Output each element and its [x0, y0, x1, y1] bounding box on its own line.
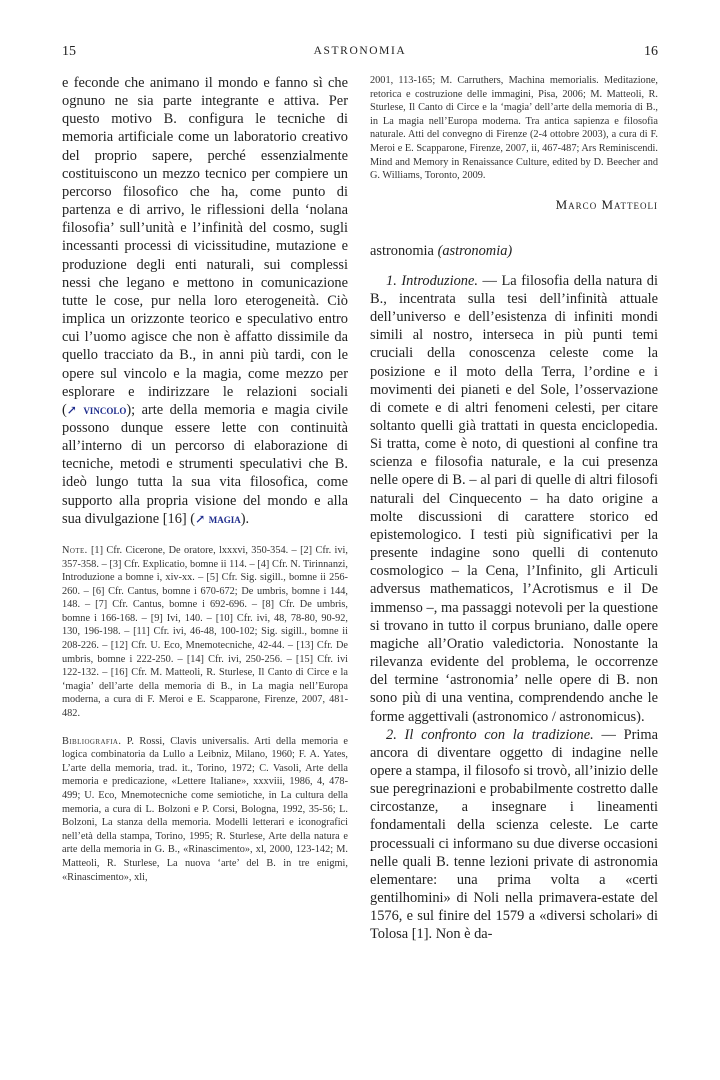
bibliography-label: Bibliografia.: [62, 735, 122, 747]
section-introduzione: [370, 272, 658, 726]
page-number-right: 16: [644, 44, 658, 59]
page-header: [62, 44, 658, 64]
entry-heading: [370, 243, 658, 260]
notes-label: Note.: [62, 544, 88, 556]
xref-link-magia[interactable]: magia: [208, 511, 241, 526]
section-text-introduzione: — La filosofia della natura di B., incentrata sulla tesi dell’infinità attuale dell’universo e dell’esistenza di infiniti mondi simili al nostro, interseca in più punti temi cruciali della conoscenza celeste come la posizione e il moto della Terra, l’ordine e i movimenti dei pianeti e del Sole, l’osservazione di comete e di altri fenomeni celesti, per citare soltanto quelli già trattati in questa enciclopedia. Si tratta, come è noto, di questioni al confine tra scienza e filosofia naturale, e la cui presenza nelle opere di B. – al pari di quelle di altri filosofi naturali del Cinquecento – ha dato origine a molte discussioni di carattere storico ed epistemologico. I testi più significativi per la presente indagine sono quelli di contenuto cosmologico – la Cena, l’Infinito, gli Articuli adversus mathematicos, l’Acrotismus e il De immenso –, ma passaggi notevoli per la questione si trovano in tutto il corpus bruniano, dalle opere magiche all’Oratio valedictoria. Nonostante la rilevanza evidente del problema, le occorrenze del termine ‘astronomia’ nelle opere di B. non sono più di una ventina, comprendendo anche le forme aggettivali (astronomico / astronomicus).: [370, 272, 658, 725]
section-heading-introduzione: 1. Introduzione.: [386, 272, 478, 289]
notes-block: [62, 544, 348, 721]
notes-text: [1] Cfr. Cicerone, De oratore, lxxxvi, 350-354. – [2] Cfr. ivi, 357-358. – [3] Cfr. Explicatio, bomne ii 114. – [4] Cfr. N. Tirinnanzi, Introduzione a bomne i, xiv-xx. – [5] Cfr. Sig. sigill., bomne ii 256-260. – [6] Cfr. Cantus, bomne i 670-672; De umbris, bomne i 144, 148. – [7] Cfr. Cantus, bomne i 692-696. – [8] Cfr. De umbris, bomne i 166-168. – [9] Ivi, 140. – [10] Cfr. ivi, 48, 78-80, 90-92, 130, 196-198. – [11] Cfr. ivi, 46-48, 100-102; Sig. sigill., bomne ii 208-226. – [12] Cfr. U. Eco, Mnemotecniche, 42-44. – [13] Cfr. De umbris, bomne i 222-250. – [14] Cfr. ivi, 250-256. – [15] Cfr. ivi 122-132. – [16] Cfr. M. Matteoli, R. Sturlese, Il Canto di Circe e la ‘magia’ dell’arte della memoria di B., in La magia nell’Europa moderna, a cura di F. Meroi e E. Scapparone, Firenze, 2007, 481-482.: [62, 544, 348, 720]
cross-reference-arrow-icon: ↗: [66, 402, 77, 417]
bibliography-continued: 2001, 113-165; M. Carruthers, Machina memorialis. Meditazione, retorica e costruzione delle immagini, Pisa, 2006; M. Matteoli, R. Sturlese, Il Canto di Circe e la ‘magia’ dell’arte della memoria di B., in La magia nell’Europa moderna. Tra antica sapienza e filosofia naturale. Atti del convegno di Firenze (2-4 ottobre 2003), a cura di F. Meroi e E. Scapparone, Firenze, 2007, ii, 467-487; Ars Reminiscendi. Mind and Memory in Renaissance Culture, edited by D. Beecher and G. Williams, Toronto, 2009.: [370, 75, 658, 182]
left-column: [62, 74, 348, 884]
section-heading-confronto: 2. Il confronto con la tradizione.: [386, 726, 594, 743]
section-text-confronto: — Prima ancora di diventare oggetto di indagine nelle opere a stampa, il filosofo si trovò, all’inizio delle sue peregrinazioni e probabilmente costretto dalle circostanze, a insegnare i lineamenti fondamentali della scienza celeste. Le carte processuali ci informano su due diverse occasioni nelle quali B. tenne lezioni private di astronomia elementare: una prima volta a «certi gentilhomini» di Noli nella primavera-estate del 1576, e sul finire del 1579 a «diversi scholari» di Tolosa [1]. Non è da-: [370, 726, 658, 943]
body-paragraph: [62, 74, 348, 528]
page-number-left: 15: [62, 44, 76, 59]
bibliography-block: [62, 735, 348, 885]
body-text-main: e feconde che animano il mondo e fanno sì che ognuno ne sia parte integrante e attiva. Per questo motivo B. configura le tecniche di memoria artificiale come un laboratorio creativo del proprio sapere, perché essenzialmente costituiscono un mezzo tecnico per compiere un percorso filosofico che ha, come punto di partenza e di arrivo, le riflessioni della ‘nolana filosofia’ sull’unità e l’infinità del cosmo, sugli incessanti processi di vicissitudine, mutazione e produzione degli enti naturali, sui complessi nessi che legano e mettono in comunicazione tutte le cose, pur nella loro eterogeneità. Ciò implica un orizzonte teorico e speculativo entro cui l’uomo agisce che non è affatto dissimile da quello tracciato da B., in anni più tardi, con le opere sul vincolo e la magia, come mezzo per esplorare e indirizzare le relazioni sociali (: [62, 75, 348, 418]
entry-title-latin: (astronomia): [437, 242, 513, 259]
body-text-mid: ); arte della memoria e magia civile possono dunque essere lette con continuità all’interno di un percorso di elaborazione di tecniche, metodi e strumenti speculativi che B. ideò lungo tutta la sua vita filosofica, come supporto alla propria visione del mondo e alla sua divulgazione [16] (: [62, 401, 348, 527]
entry-title: astronomia: [370, 242, 434, 259]
cross-reference-arrow-icon: ↗: [195, 511, 206, 526]
section-confronto: [370, 726, 658, 944]
running-head: ASTRONOMIA: [313, 45, 407, 57]
body-text-end: ).: [240, 510, 250, 527]
xref-link-vincolo[interactable]: vincolo: [83, 402, 127, 417]
author-signature: Marco Matteoli: [555, 196, 658, 212]
bibliography-text: P. Rossi, Clavis universalis. Arti della memoria e logica combinatoria da Lullo a Leibniz, Milano, 1960; F. A. Yates, L’arte della memoria, trad. it., Torino, 1972; C. Vasoli, Arte della memoria e predicazione, «Lettere Italiane», xxxviii, 1986, 4, 478-499; U. Eco, Mnemotecniche come semiotiche, in La cultura della memoria, a cura di L. Bolzoni e P. Corsi, Bologna, 1992, 35-56; L. Bolzoni, La stanza della memoria. Modelli letterari e iconografici nell’età della stampa, Torino, 1995; R. Sturlese, Arte della natura e arte della memoria in G. B., «Rinascimento», xl, 2000, 123-142; M. Matteoli, R. Sturlese, La nuova ‘arte’ del B. in tre enigmi, «Rinascimento», xli,: [62, 735, 348, 883]
right-column: [370, 74, 658, 944]
